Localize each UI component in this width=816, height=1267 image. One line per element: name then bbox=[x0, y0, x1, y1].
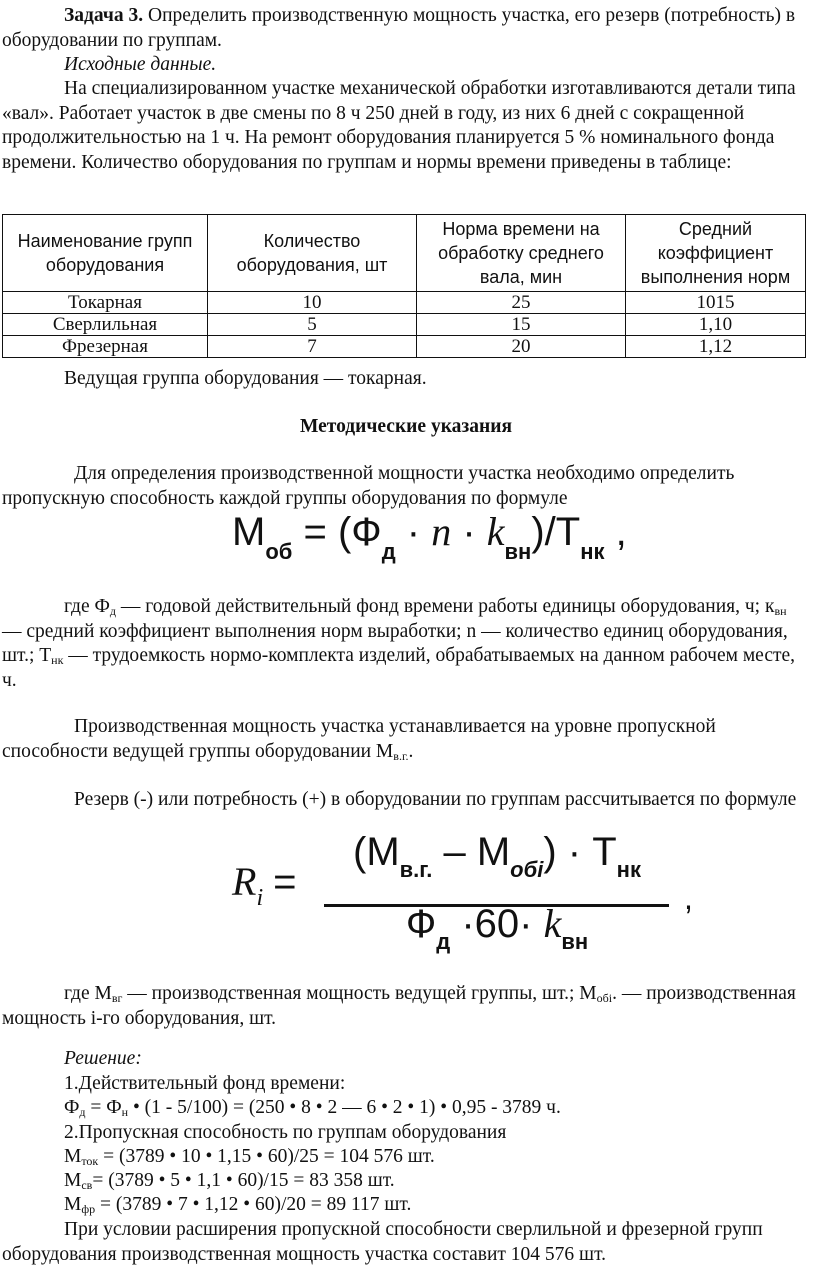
table-cell: 20 bbox=[417, 336, 626, 358]
formula-symbol: Ф bbox=[405, 902, 437, 946]
initial-data-text: Исходные данные. bbox=[64, 54, 217, 75]
formula-subscript: в.г. bbox=[399, 857, 433, 882]
table-header-cell: Наименование групп оборудования bbox=[3, 215, 208, 292]
solution-text: = (3789 • 7 • 1,12 • 60)/20 = 89 117 шт. bbox=[95, 1194, 412, 1215]
definition-text: — средний коэффициент выполнения норм выработки; n — количество единиц оборудования, шт.; Т bbox=[2, 620, 788, 666]
solution-m-sv bbox=[2, 1169, 810, 1194]
capacity-level-paragraph bbox=[2, 715, 810, 764]
formula-symbol: = bbox=[273, 860, 297, 904]
formula-numerator bbox=[327, 830, 667, 882]
reserve-formula bbox=[232, 830, 702, 965]
table-header-cell: Норма времени на обработку среднего вала, мин bbox=[417, 215, 626, 292]
solution-subscript: св bbox=[81, 1178, 93, 1192]
solution-step-2: 2.Пропускная способность по группам оборудования bbox=[64, 1122, 507, 1143]
solution-label-text: Решение: bbox=[64, 1048, 142, 1069]
equipment-table bbox=[2, 214, 806, 358]
formula-subscript: вн bbox=[504, 539, 532, 564]
formula-subscript: i bbox=[256, 885, 264, 911]
table-header-row bbox=[3, 215, 806, 292]
table-cell: Фрезерная bbox=[3, 336, 208, 358]
formula-subscript: об bbox=[265, 539, 293, 564]
formula-symbol: · bbox=[451, 510, 487, 554]
formula-symbol: (М bbox=[353, 830, 400, 874]
table-cell: 7 bbox=[208, 336, 417, 358]
table-row bbox=[3, 292, 806, 314]
solution-text: Ф bbox=[64, 1097, 80, 1118]
leading-group-note: Ведущая группа оборудования — токарная. bbox=[64, 368, 427, 389]
capacity-formula bbox=[232, 509, 627, 580]
formula-symbol: k bbox=[543, 901, 562, 946]
table-header-cell: Количество оборудования, шт bbox=[208, 215, 417, 292]
table-cell: 1,12 bbox=[626, 336, 806, 358]
solution-subscript: н bbox=[121, 1105, 129, 1119]
formula-symbol: , bbox=[604, 510, 627, 554]
solution-text: = Ф bbox=[85, 1097, 122, 1118]
formula-subscript: обi bbox=[510, 857, 544, 882]
capacity-paragraph: Для определения производственной мощности участка необходимо определить пропускную способность каждой группы оборудования по формуле bbox=[2, 463, 735, 509]
paragraph-subscript: в.г. bbox=[393, 748, 409, 763]
formula-subscript: д bbox=[381, 539, 396, 564]
table-cell: 25 bbox=[417, 292, 626, 314]
table-cell: Токарная bbox=[3, 292, 208, 314]
formula-symbol: k bbox=[486, 509, 505, 554]
solution-conclusion: При условии расширения пропускной способности сверлильной и фрезерной групп оборудования производственная мощность участка составит 104 576 шт. bbox=[2, 1219, 763, 1265]
formula2-definitions bbox=[2, 982, 810, 1031]
formula-symbol: ·60· bbox=[450, 902, 544, 946]
formula-symbol: – М bbox=[432, 830, 511, 874]
formula-symbol: · bbox=[395, 510, 432, 554]
formula-subscript: вн bbox=[561, 929, 589, 954]
solution-text: • (1 - 5/100) = (250 • 8 • 2 — 6 • 2 • 1) • 0,95 - 3789 ч. bbox=[128, 1097, 561, 1118]
formula-symbol: n bbox=[431, 509, 452, 554]
formula-subscript: нк bbox=[616, 857, 641, 882]
formula-subscript: д bbox=[436, 929, 451, 954]
solution-subscript: ток bbox=[81, 1154, 99, 1168]
formula-symbol: ) · Т bbox=[543, 830, 617, 874]
formula-symbol: )/Т bbox=[531, 510, 581, 554]
definition-text: где М bbox=[64, 983, 112, 1004]
solution-text: = (3789 • 10 • 1,15 • 60)/25 = 104 576 шт. bbox=[98, 1146, 435, 1167]
formula1-definitions bbox=[2, 595, 810, 693]
paragraph-text: . bbox=[408, 740, 414, 762]
table-cell: 1,10 bbox=[626, 314, 806, 336]
formula-denominator bbox=[327, 901, 667, 954]
solution-text: М bbox=[64, 1146, 82, 1167]
formula-symbol: М bbox=[232, 510, 266, 554]
formula-comma: , bbox=[684, 880, 693, 916]
table-cell: 1015 bbox=[626, 292, 806, 314]
task-statement bbox=[2, 4, 810, 53]
table-row bbox=[3, 336, 806, 358]
method-heading: Методические указания bbox=[299, 416, 512, 437]
formula-lhs bbox=[232, 859, 297, 911]
definition-text: — производственная мощность ведущей группы, шт.; М bbox=[122, 983, 597, 1004]
solution-text: М bbox=[64, 1170, 82, 1191]
table-cell: 15 bbox=[417, 314, 626, 336]
solution-m-fr bbox=[2, 1193, 810, 1218]
table-cell: Сверлильная bbox=[3, 314, 208, 336]
solution-text: М bbox=[64, 1194, 82, 1215]
task-intro: На специализированном участке механической обработки изготавливаются детали типа «вал». Работает участок в две смены по 8 ч 250 дней в году, из них 6 дней с сокращенной продолжительностью на 1 ч. На ремонт оборудования планируется 5 % номинального фонда времени. Количество оборудования по группам и нормы времени приведены в таблице: bbox=[2, 78, 796, 173]
table-row bbox=[3, 314, 806, 336]
formula-subscript: нк bbox=[580, 539, 605, 564]
definition-text: . — производственная мощность i-го оборудования, шт. bbox=[2, 983, 796, 1029]
task-title-rest: Определить производственную мощность участка, его резерв (потребность) в оборудовании по группам. bbox=[2, 5, 796, 51]
task-title: Задача 3. bbox=[64, 5, 144, 26]
definition-subscript: обi bbox=[596, 991, 613, 1005]
definition-subscript: нк bbox=[51, 653, 64, 667]
initial-data-label bbox=[2, 53, 810, 78]
table-header-cell: Средний коэффициент выполнения норм bbox=[626, 215, 806, 292]
solution-m-tok bbox=[2, 1145, 810, 1170]
solution-subscript: фр bbox=[81, 1202, 96, 1216]
definition-subscript: д bbox=[109, 604, 116, 618]
definition-text: где Ф bbox=[64, 596, 110, 617]
formula-symbol: R bbox=[232, 859, 257, 904]
formula-symbol: = (Ф bbox=[292, 510, 382, 554]
table-cell: 10 bbox=[208, 292, 417, 314]
reserve-paragraph: Резерв (-) или потребность (+) в оборудовании по группам рассчитывается по формуле bbox=[74, 789, 797, 810]
solution-formula-fund bbox=[2, 1096, 810, 1121]
solution-subscript: д bbox=[79, 1105, 86, 1119]
definition-subscript: вн bbox=[774, 604, 787, 618]
table-cell: 5 bbox=[208, 314, 417, 336]
paragraph-text: Производственная мощность участка устанавливается на уровне пропускной способности ведущей группы оборудовании М bbox=[2, 716, 716, 762]
definition-text: — трудоемкость нормо-комплекта изделий, обрабатываемых на данном рабочем месте, ч. bbox=[2, 645, 796, 691]
definition-subscript: вг bbox=[111, 991, 123, 1005]
solution-step-1: 1.Действительный фонд времени: bbox=[64, 1073, 346, 1094]
definition-text: — годовой действительный фонд времени работы единицы оборудования, ч; к bbox=[116, 596, 775, 617]
solution-label bbox=[2, 1047, 810, 1072]
solution-text: = (3789 • 5 • 1,1 • 60)/15 = 83 358 шт. bbox=[92, 1170, 395, 1191]
